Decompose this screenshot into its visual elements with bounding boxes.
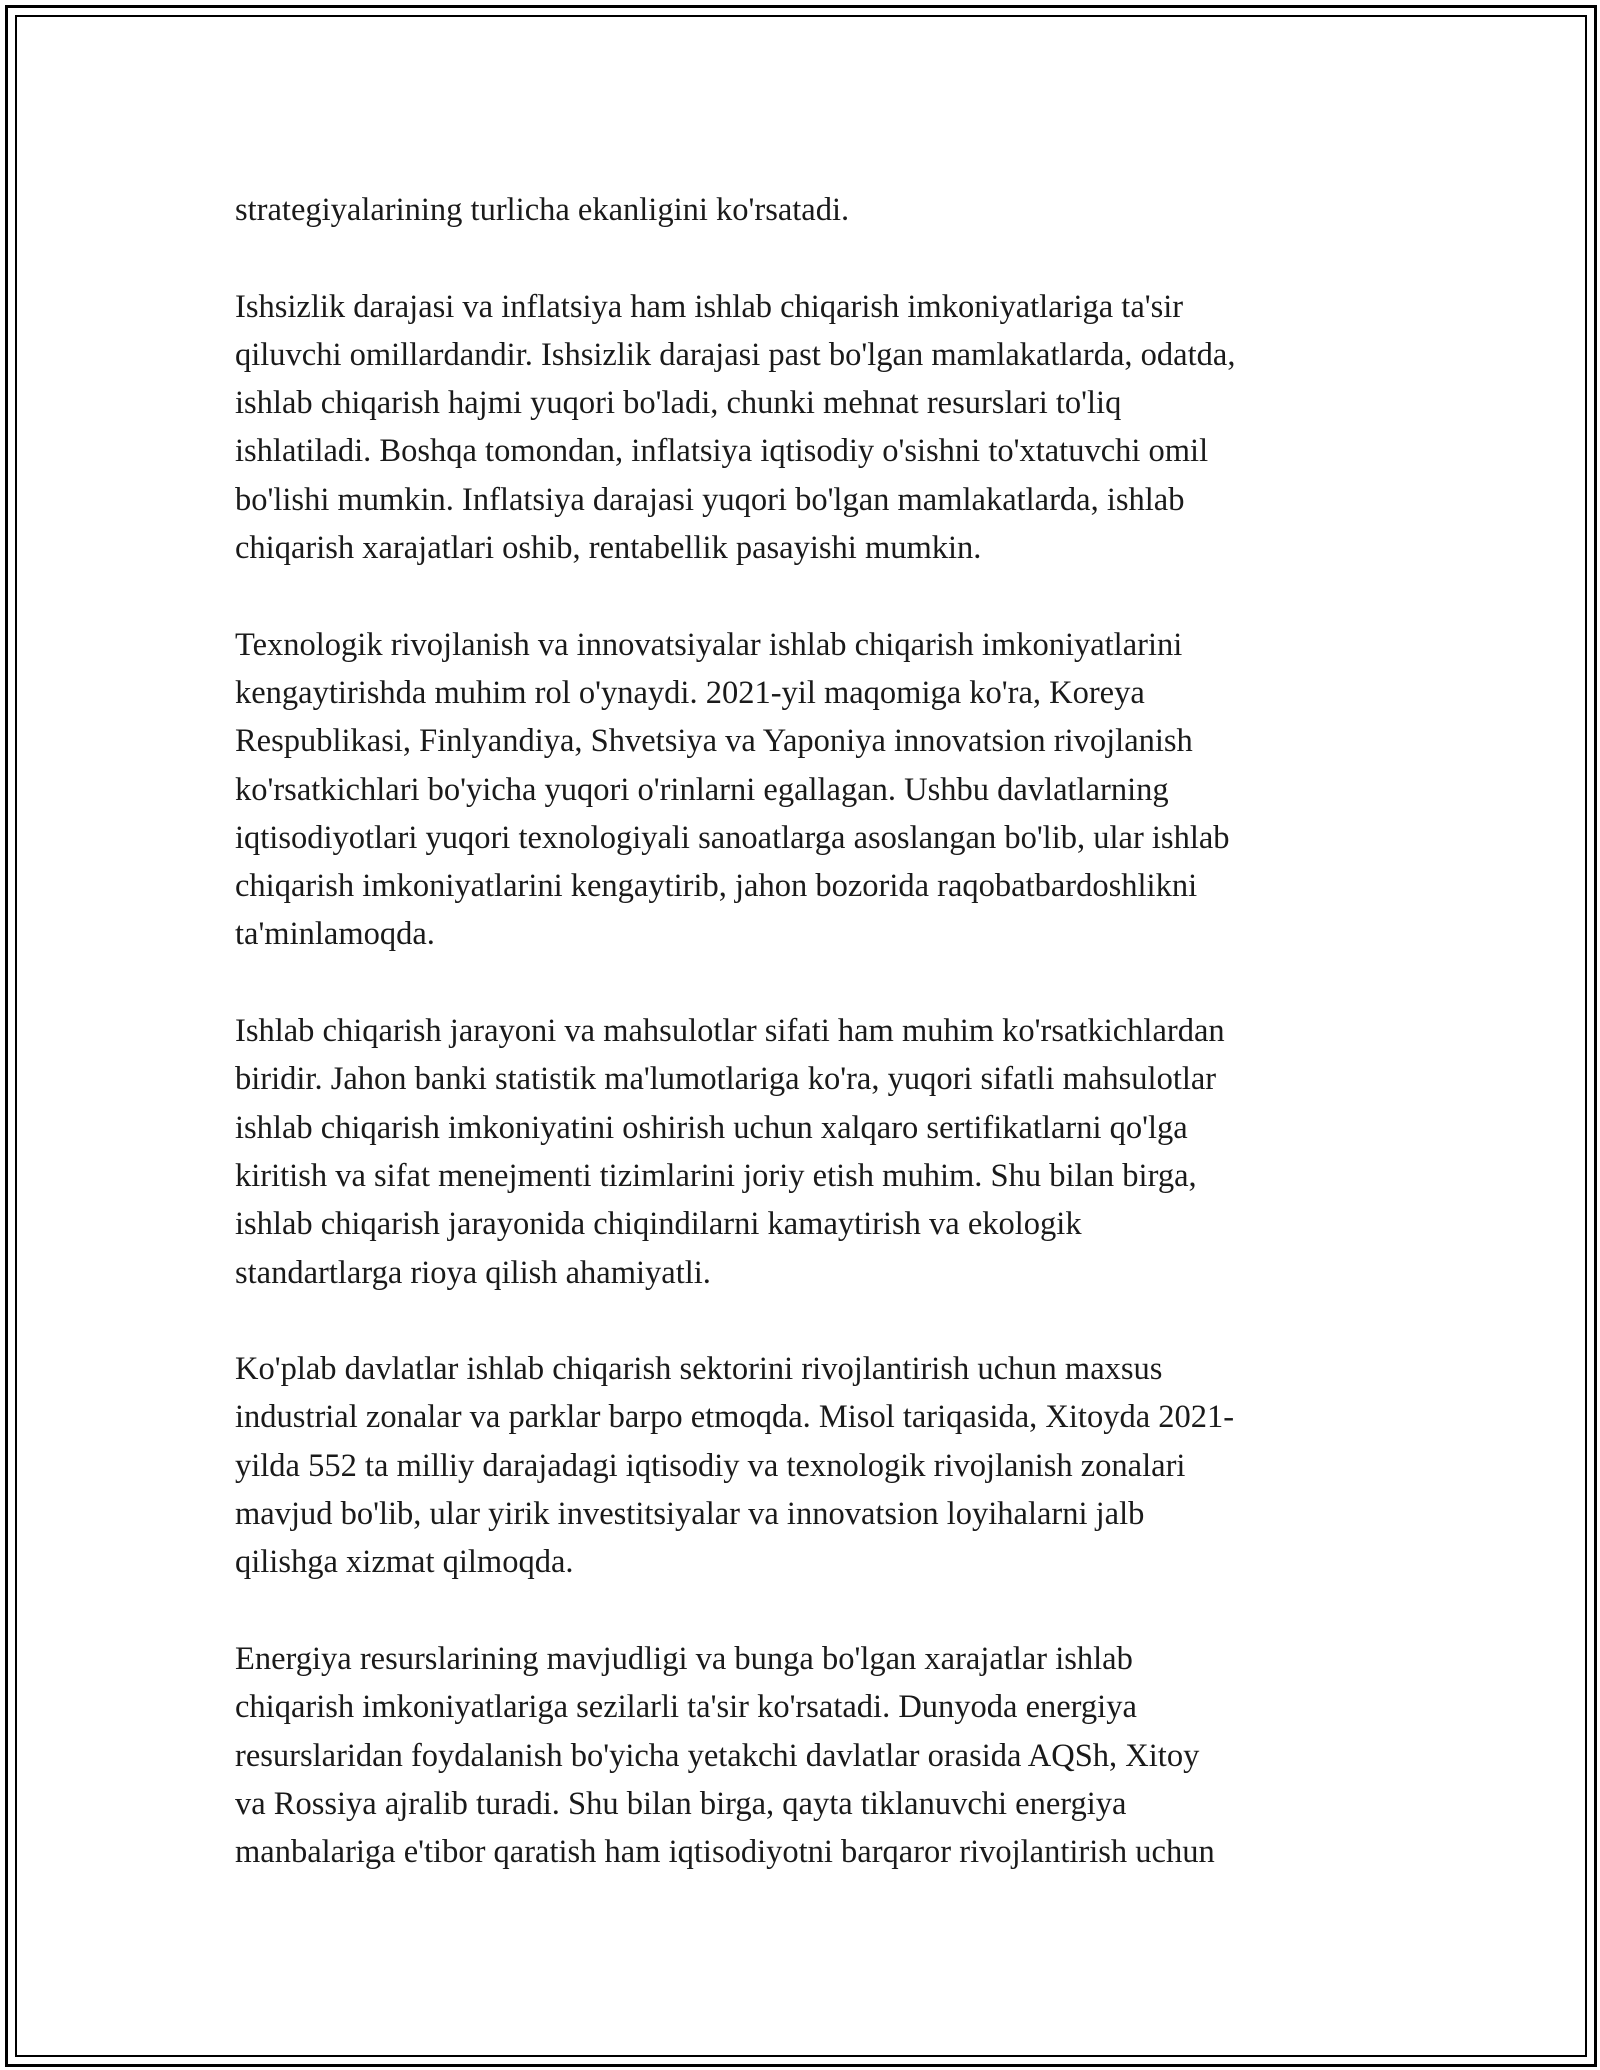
text-line: Respublikasi, Finlyandiya, Shvetsiya va Yaponiya innovatsion rivojlanish xyxy=(235,723,1193,760)
text-line: va Rossiya ajralib turadi. Shu bilan birga, qayta tiklanuvchi energiya xyxy=(235,1785,1127,1822)
paragraph xyxy=(235,1345,1370,1586)
paragraph xyxy=(235,1007,1370,1297)
document-body xyxy=(235,186,1370,1925)
text-line: Energiya resurslarining mavjudligi va bunga bo'lgan xarajatlar ishlab xyxy=(235,1640,1133,1677)
text-line: mavjud bo'lib, ular yirik investitsiyalar va innovatsion loyihalarni jalb xyxy=(235,1496,1145,1533)
text-line: Ishlab chiqarish jarayoni va mahsulotlar sifati ham muhim ko'rsatkichlardan xyxy=(235,1013,1225,1050)
text-line: ko'rsatkichlari bo'yicha yuqori o'rinlarni egallagan. Ushbu davlatlarning xyxy=(235,771,1169,808)
text-line: ishlab chiqarish jarayonida chiqindilarni kamaytirish va ekologik xyxy=(235,1206,1082,1243)
text-line: qiluvchi omillardandir. Ishsizlik darajasi past bo'lgan mamlakatlarda, odatda, xyxy=(235,336,1236,373)
text-line: yilda 552 ta milliy darajadagi iqtisodiy va texnologik rivojlanish zonalari xyxy=(235,1447,1186,1484)
text-line: ishlab chiqarish hajmi yuqori bo'ladi, chunki mehnat resurslari to'liq xyxy=(235,385,1122,422)
text-line: ishlatiladi. Boshqa tomondan, inflatsiya iqtisodiy o'sishni to'xtatuvchi omil xyxy=(235,433,1209,470)
text-line: standartlarga rioya qilish ahamiyatli. xyxy=(235,1254,711,1291)
text-line: chiqarish imkoniyatlariga sezilarli ta'sir ko'rsatadi. Dunyoda energiya xyxy=(235,1689,1137,1726)
text-line: Ko'plab davlatlar ishlab chiqarish sektorini rivojlantirish uchun maxsus xyxy=(235,1351,1163,1388)
text-line: kengaytirishda muhim rol o'ynaydi. 2021-yil maqomiga ko'ra, Koreya xyxy=(235,674,1145,711)
paragraph xyxy=(235,1635,1370,1876)
paragraph xyxy=(235,186,1370,234)
text-line: ishlab chiqarish imkoniyatini oshirish uchun xalqaro sertifikatlarni qo'lga xyxy=(235,1109,1188,1146)
text-line: chiqarish xarajatlari oshib, rentabellik pasayishi mumkin. xyxy=(235,530,982,567)
text-line: ta'minlamoqda. xyxy=(235,916,435,953)
text-line: bo'lishi mumkin. Inflatsiya darajasi yuqori bo'lgan mamlakatlarda, ishlab xyxy=(235,481,1185,518)
paragraph xyxy=(235,621,1370,959)
text-line: strategiyalarining turlicha ekanligini ko'rsatadi. xyxy=(235,192,850,228)
text-line: Texnologik rivojlanish va innovatsiyalar ishlab chiqarish imkoniyatlarini xyxy=(235,626,1183,663)
text-line: Ishsizlik darajasi va inflatsiya ham ishlab chiqarish imkoniyatlariga ta'sir xyxy=(235,288,1184,325)
text-line: iqtisodiyotlari yuqori texnologiyali sanoatlarga asoslangan bo'lib, ular ishlab xyxy=(235,819,1230,856)
text-line: qilishga xizmat qilmoqda. xyxy=(235,1544,574,1581)
text-line: resurslaridan foydalanish bo'yicha yetakchi davlatlar orasida AQSh, Xitoy xyxy=(235,1737,1200,1774)
text-line: industrial zonalar va parklar barpo etmoqda. Misol tariqasida, Xitoyda 2021- xyxy=(235,1399,1235,1436)
text-line: chiqarish imkoniyatlarini kengaytirib, jahon bozorida raqobatbardoshlikni xyxy=(235,868,1198,905)
paragraph xyxy=(235,283,1370,573)
text-line: biridir. Jahon banki statistik ma'lumotlariga ko'ra, yuqori sifatli mahsulotlar xyxy=(235,1061,1217,1098)
text-line: manbalariga e'tibor qaratish ham iqtisodiyotni barqaror rivojlantirish uchun xyxy=(235,1834,1215,1871)
text-line: kiritish va sifat menejmenti tizimlarini joriy etish muhim. Shu bilan birga, xyxy=(235,1157,1197,1194)
